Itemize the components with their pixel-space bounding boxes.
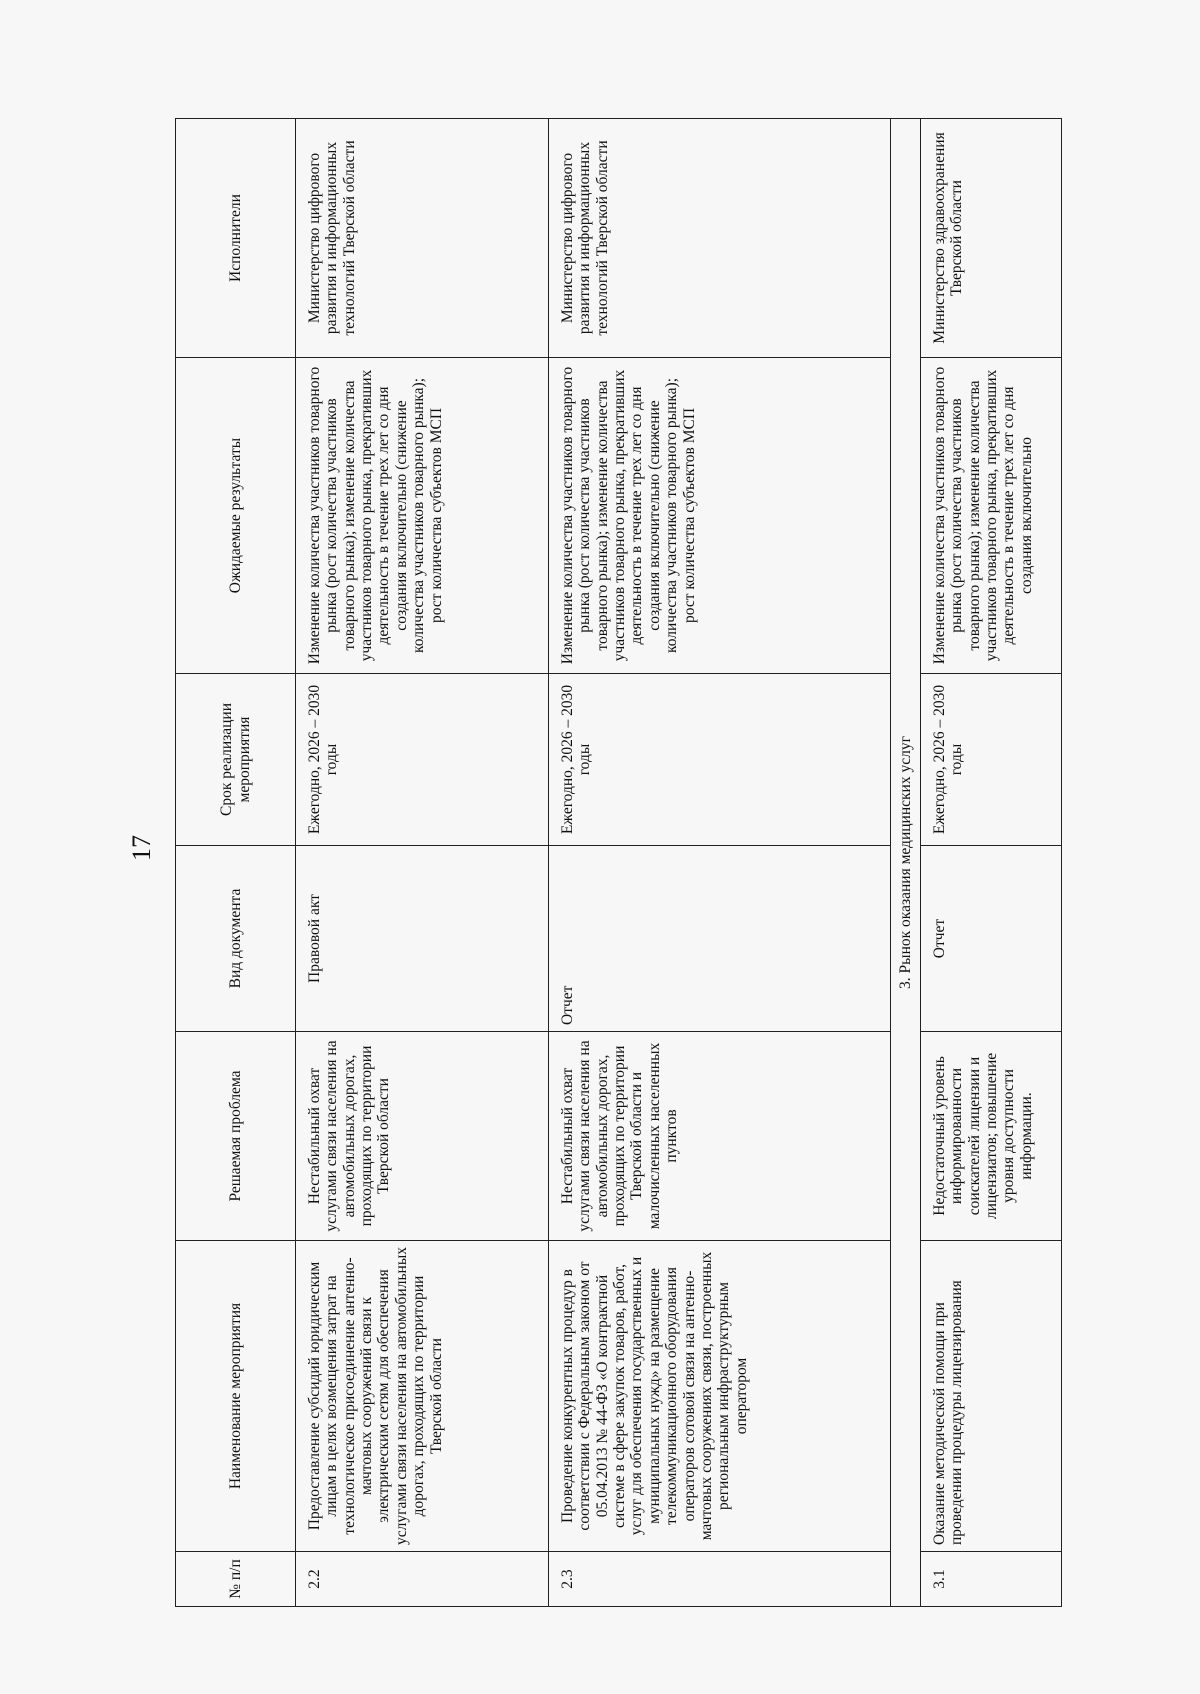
row-num: 2.3 xyxy=(549,1552,891,1607)
header-term: Срок реализации мероприятия xyxy=(176,674,296,846)
row-num: 3.1 xyxy=(921,1552,1062,1607)
row-results: Изменение количества участников товарного рынка (рост количества участников товарного рынка); изменение количества участников товарного рынка, прекративших деятельность в течение трех лет со дня создания включительно (снижение количества участников товарного рынка); рост количества субъектов МСП xyxy=(296,358,549,674)
table-row xyxy=(921,119,1062,1607)
row-executors: Министерство цифрового развития и информационных технологий Тверской области xyxy=(549,119,891,358)
header-num: № п/п xyxy=(176,1552,296,1607)
row-doc-type: Отчет xyxy=(549,846,891,1032)
table-row xyxy=(296,119,549,1607)
table-container xyxy=(175,119,1061,1607)
row-term: Ежегодно, 2026 – 2030 годы xyxy=(296,674,549,846)
header-doc-type: Вид документа xyxy=(176,846,296,1032)
table-row xyxy=(549,119,891,1607)
section-title: 3. Рынок оказания медицинских услуг xyxy=(891,119,921,1607)
header-executors: Исполнители xyxy=(176,119,296,358)
row-results: Изменение количества участников товарного рынка (рост количества участников товарного рынка); изменение количества участников товарного рынка, прекративших деятельность в течение трех лет со дня создания включительно xyxy=(921,358,1062,674)
row-executors: Министерство цифрового развития и информационных технологий Тверской области xyxy=(296,119,549,358)
row-problem: Недостаточный уровень информированности соискателей лицензии и лицензиатов; повышение уровня доступности информации. xyxy=(921,1032,1062,1241)
row-name: Предоставление субсидий юридическим лицам в целях возмещения затрат на технологическое присоединение антенно-мачтовых сооружений связи к электрическим сетям для обеспечения услугами связи населения на автомобильных дорогах, проходящих по территории Тверской области xyxy=(296,1241,549,1552)
row-name: Оказание методической помощи при проведении процедуры лицензирования xyxy=(921,1241,1062,1552)
row-results: Изменение количества участников товарного рынка (рост количества участников товарного рынка); изменение количества участников товарного рынка, прекративших деятельность в течение трех лет со дня создания включительно (снижение количества участников товарного рынка); рост количества субъектов МСП xyxy=(549,358,891,674)
row-term: Ежегодно, 2026 – 2030 годы xyxy=(921,674,1062,846)
row-executors: Министерство здравоохранения Тверской области xyxy=(921,119,1062,358)
page-number: 17 xyxy=(127,835,156,861)
header-problem: Решаемая проблема xyxy=(176,1032,296,1241)
header-results: Ожидаемые результаты xyxy=(176,358,296,674)
header-name: Наименование мероприятия xyxy=(176,1241,296,1552)
row-name: Проведение конкурентных процедур в соответствии с Федеральным законом от 05.04.2013 № 44-ФЗ «О контрактной системе в сфере закупок товаров, работ, услуг для обеспечения государственных и муниципальных нужд» на размещение телекоммуникационного оборудования операторов сотовой связи на антенно-мачтовых сооружениях связи, построенных региональным инфраструктурным оператором xyxy=(549,1241,891,1552)
row-problem: Нестабильный охват услугами связи населения на автомобильных дорогах, проходящих по территории Тверской области и малочисленных населенных пунктов xyxy=(549,1032,891,1241)
row-term: Ежегодно, 2026 – 2030 годы xyxy=(549,674,891,846)
table-header-row xyxy=(176,119,296,1607)
row-doc-type: Отчет xyxy=(921,846,1062,1032)
row-num: 2.2 xyxy=(296,1552,549,1607)
measures-table xyxy=(175,118,1062,1607)
row-problem: Нестабильный охват услугами связи населения на автомобильных дорогах, проходящих по территории Тверской области xyxy=(296,1032,549,1241)
section-row xyxy=(891,119,921,1607)
row-doc-type: Правовой акт xyxy=(296,846,549,1032)
